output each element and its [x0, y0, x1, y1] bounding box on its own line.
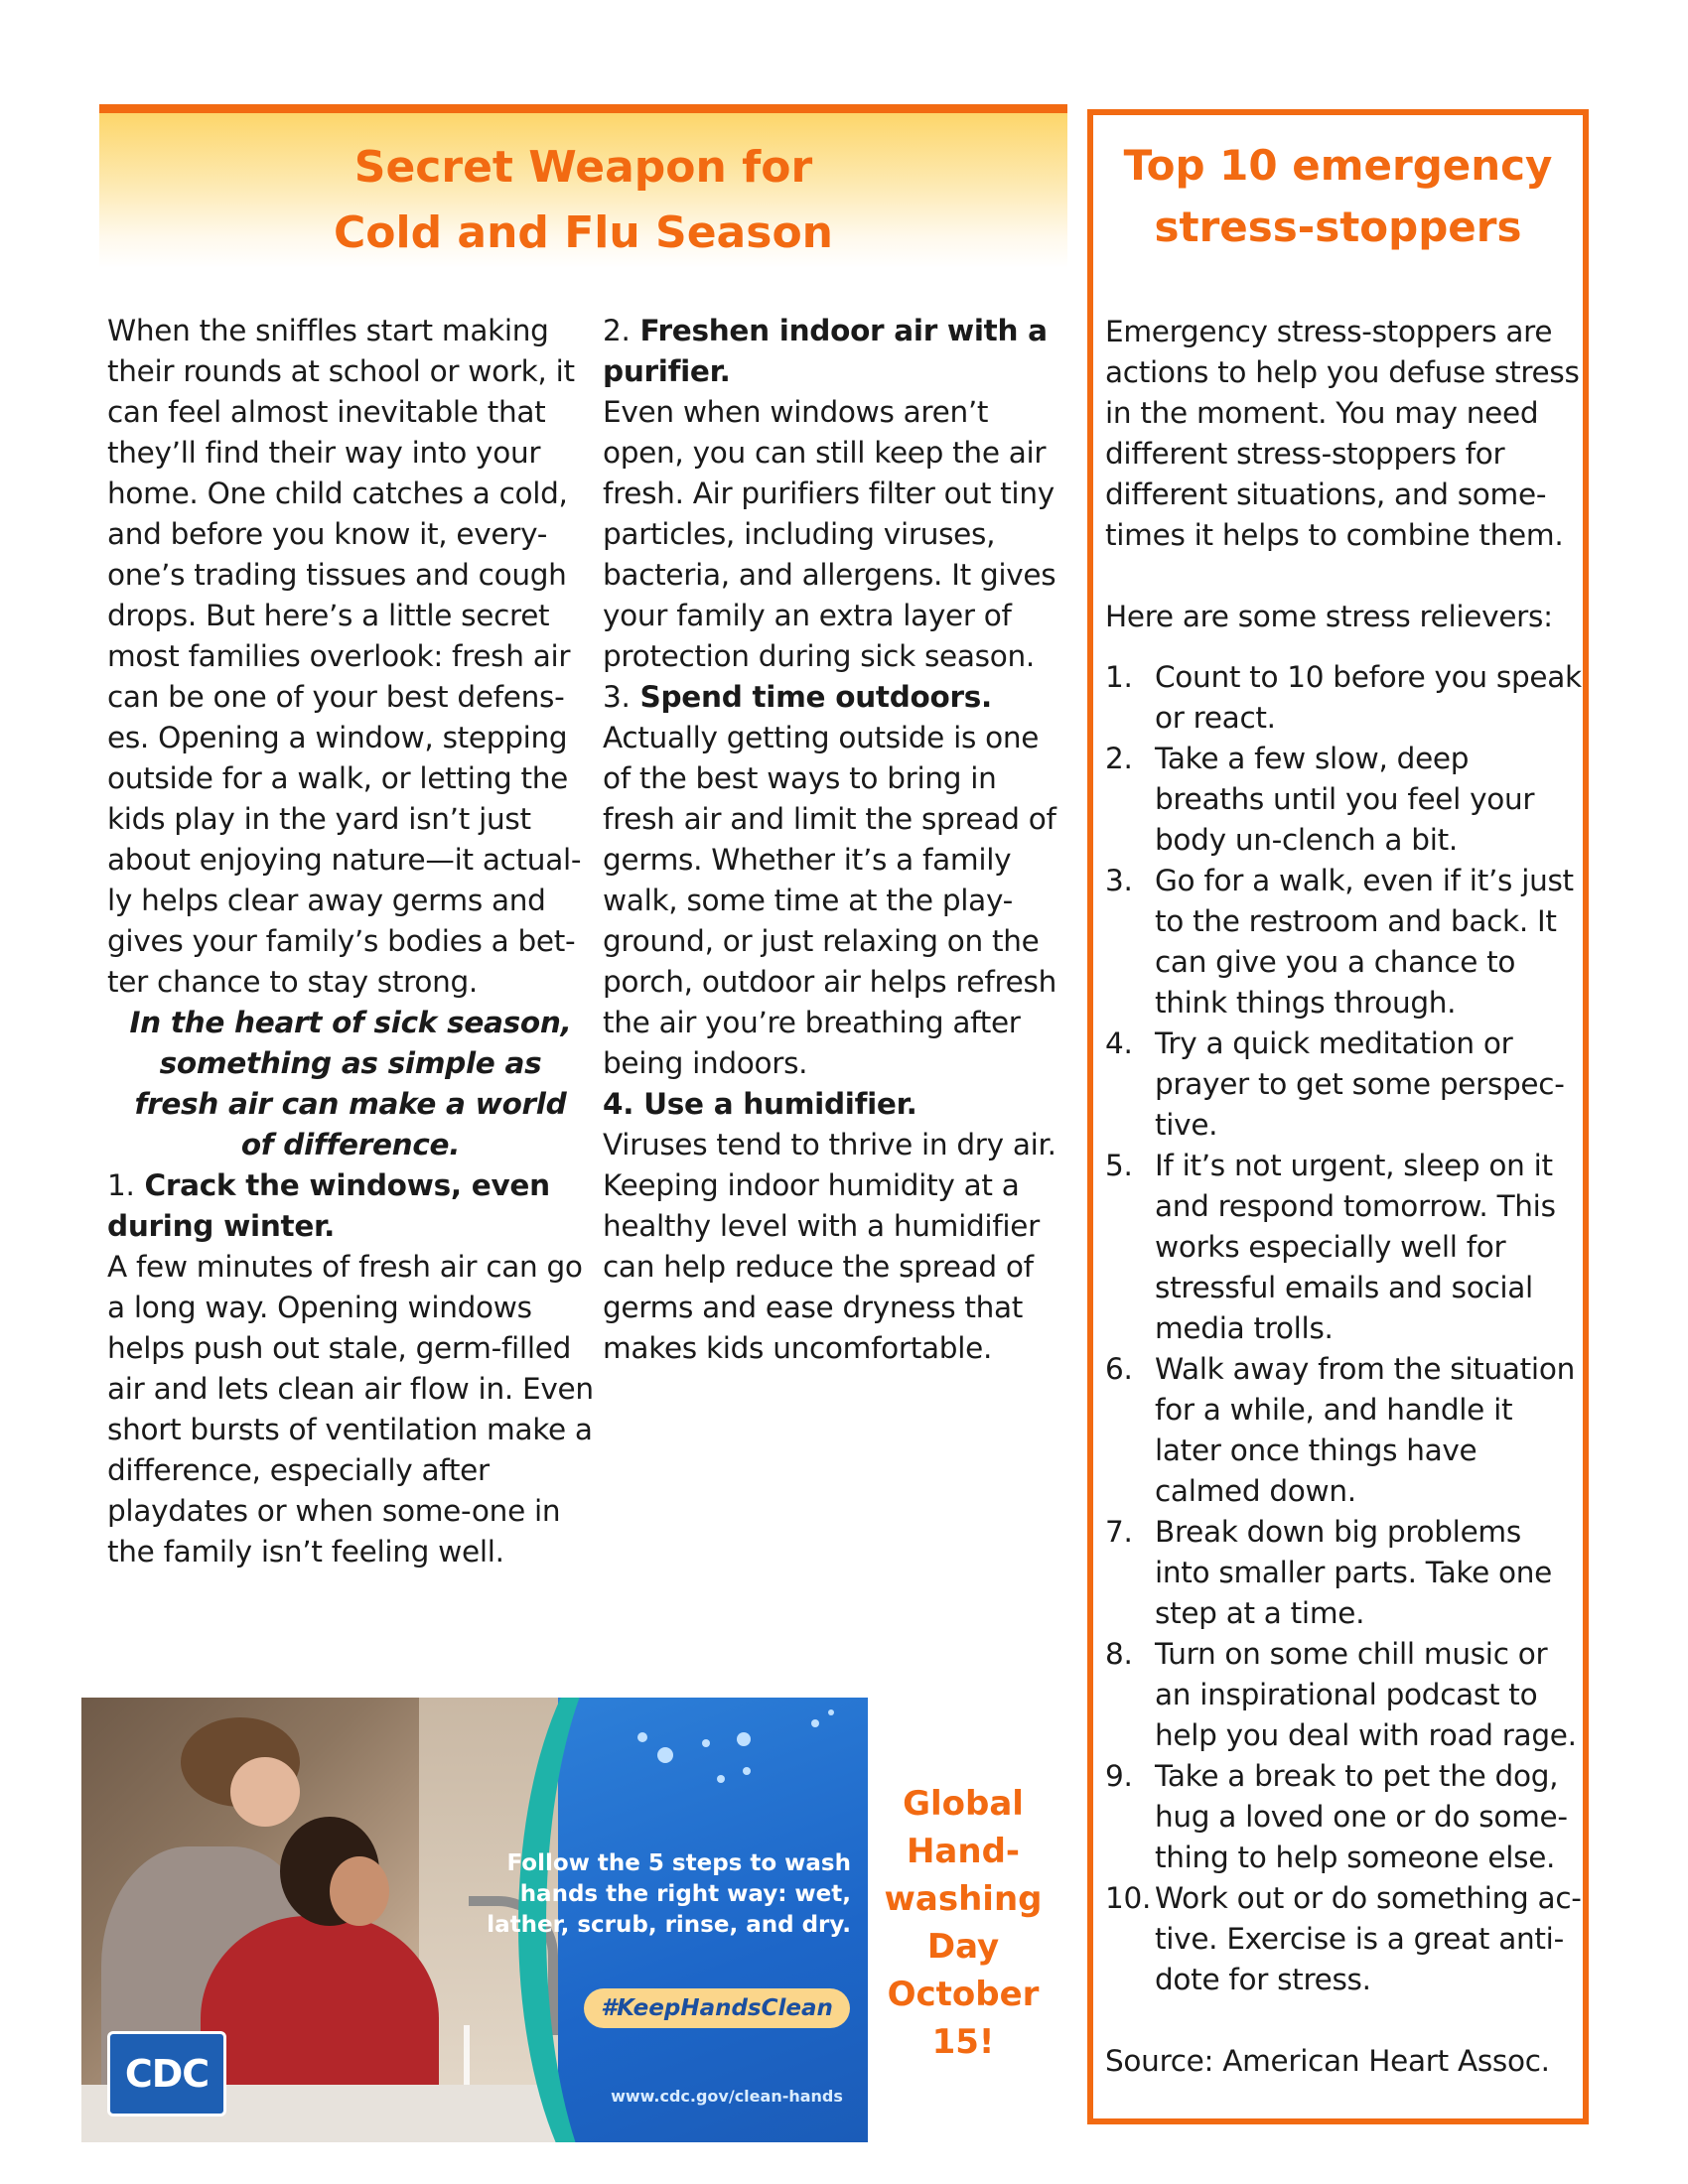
step-1-heading: [107, 1165, 594, 1247]
step-1-number: 1.: [107, 1168, 135, 1202]
list-item-text: Go for a walk, even if it’s just to the restroom and back. It can give you a chance to think things through.: [1155, 864, 1574, 1020]
list-item-text: Take a break to pet the dog, hug a loved one or do some-thing to help someone else.: [1155, 1759, 1568, 1874]
cdc-logo: CDC: [107, 2031, 226, 2116]
step-3-number: 3.: [603, 680, 631, 714]
article-title-line-2: Cold and Flu Season: [334, 207, 833, 258]
sidebar-intro-2: Here are some stress relievers:: [1105, 600, 1553, 633]
step-3-title: Spend time outdoors.: [639, 680, 992, 714]
list-item-text: Count to 10 before you speak or react.: [1155, 660, 1582, 735]
bubble-icon: [811, 1719, 819, 1727]
list-item-text: Take a few slow, deep breaths until you feel your body un-clench a bit.: [1155, 742, 1535, 857]
handwash-line-4: Day: [926, 1927, 1000, 1967]
list-item-number: 9.: [1105, 1759, 1133, 1793]
list-item: [1105, 861, 1582, 1024]
list-item-number: 5.: [1105, 1149, 1133, 1182]
list-item-number: 10.: [1105, 1881, 1152, 1915]
step-4-heading: [603, 1084, 1069, 1125]
bubble-icon: [637, 1732, 647, 1742]
bubble-icon: [657, 1747, 673, 1763]
keep-hands-clean-hashtag: #KeepHandsClean: [584, 1988, 850, 2028]
list-item-text: Break down big problems into smaller parts. Take one step at a time.: [1155, 1515, 1553, 1630]
list-item: [1105, 1512, 1582, 1634]
list-item-number: 8.: [1105, 1637, 1133, 1671]
step-3-heading: [603, 677, 1069, 718]
sidebar-title-line-2: stress-stoppers: [1154, 203, 1522, 251]
handwash-line-3: washing: [884, 1879, 1043, 1919]
article-column-2: [603, 311, 1069, 1369]
article-header: [99, 104, 1067, 268]
global-handwashing-day: [884, 1780, 1043, 2066]
handwash-line-6: 15!: [931, 2022, 995, 2062]
stress-relievers-list: [1105, 657, 1582, 2000]
bubble-icon: [717, 1775, 725, 1783]
step-2-number: 2.: [603, 314, 631, 347]
stress-stoppers-sidebar: [1087, 109, 1589, 2124]
bubble-icon: [743, 1767, 751, 1775]
handwash-line-1: Global: [903, 1784, 1024, 1824]
sidebar-source: Source: American Heart Assoc.: [1105, 2044, 1550, 2078]
step-4-body: Viruses tend to thrive in dry air. Keeping indoor humidity at a healthy level with a humidifier can help reduce the spread of germs and ease dryness that makes kids uncomfortable.: [603, 1128, 1056, 1365]
bubble-icon: [828, 1709, 834, 1715]
banner-url: www.cdc.gov/clean-hands: [611, 2087, 843, 2106]
list-item-number: 4.: [1105, 1026, 1133, 1060]
sidebar-intro: Emergency stress-stoppers are actions to help you defuse stress in the moment. You may need different stress-stoppers for different situations, and some-times it helps to combine them.: [1105, 315, 1580, 552]
list-item-text: Walk away from the situation for a while, and handle it later once things have calmed down.: [1155, 1352, 1575, 1508]
sidebar-title: [1093, 135, 1583, 258]
handwash-line-2: Hand-: [906, 1832, 1021, 1871]
article-title-line-1: Secret Weapon for: [353, 142, 813, 193]
article-pullquote: In the heart of sick season, something as simple as fresh air can make a world of difference.: [129, 1006, 572, 1161]
list-item-text: If it’s not urgent, sleep on it and respond tomorrow. This works especially well for stressful emails and social media trolls.: [1155, 1149, 1556, 1345]
step-2-title: Freshen indoor air with a purifier.: [603, 314, 1048, 388]
photo-adult-face: [230, 1757, 300, 1827]
list-item-number: 2.: [1105, 742, 1133, 775]
cdc-handwashing-banner: [81, 1698, 868, 2142]
list-item-text: Work out or do something ac-tive. Exercise is a great anti-dote for stress.: [1155, 1881, 1582, 1996]
sidebar-title-line-1: Top 10 emergency: [1123, 141, 1553, 190]
bubble-icon: [702, 1739, 710, 1747]
list-item: [1105, 1756, 1582, 1878]
list-item-number: 1.: [1105, 660, 1133, 694]
list-item: [1105, 1634, 1582, 1756]
article-title: [99, 113, 1067, 266]
banner-handwashing-text: Follow the 5 steps to wash hands the right way: wet, lather, scrub, rinse, and dry.: [487, 1850, 851, 1938]
list-item: [1105, 1878, 1582, 2000]
list-item: [1105, 1349, 1582, 1512]
step-2-heading: [603, 311, 1069, 392]
list-item: [1105, 1146, 1582, 1349]
article-intro: When the sniffles start making their rounds at school or work, it can feel almost inevitable that they’ll find their way into your home. One child catches a cold, and before you know it, every-one’s trading tissues and cough drops. But here’s a little secret most families overlook: fresh air can be one of your best defens-es. Opening a window, stepping outside for a walk, or letting the kids play in the yard isn’t just about enjoying nature—it actual-ly helps clear away germs and gives your family’s bodies a bet-ter chance to stay strong.: [107, 314, 582, 999]
list-item: [1105, 1024, 1582, 1146]
sidebar-body: [1105, 312, 1582, 2082]
list-item: [1105, 657, 1582, 739]
list-item-number: 6.: [1105, 1352, 1133, 1386]
list-item: [1105, 739, 1582, 861]
step-4-title: Use a humidifier.: [643, 1087, 917, 1121]
article-column-1: [107, 311, 594, 1572]
list-item-number: 7.: [1105, 1515, 1133, 1549]
step-4-number: 4.: [603, 1087, 634, 1121]
step-1-title: Crack the windows, even during winter.: [107, 1168, 550, 1243]
step-3-body: Actually getting outside is one of the best ways to bring in fresh air and limit the spread of germs. Whether it’s a family walk, some time at the play-ground, or just relaxing on the porch, outdoor air helps refresh the air you’re breathing after being indoors.: [603, 721, 1056, 1080]
step-2-body: Even when windows aren’t open, you can still keep the air fresh. Air purifiers filter out tiny particles, including viruses, bacteria, and allergens. It gives your family an extra layer of protection during sick season.: [603, 395, 1056, 673]
photo-child-face: [330, 1856, 389, 1926]
list-item-text: Try a quick meditation or prayer to get some perspec-tive.: [1155, 1026, 1565, 1142]
handwash-line-5: October: [887, 1975, 1040, 2014]
list-item-number: 3.: [1105, 864, 1133, 897]
step-1-body: A few minutes of fresh air can go a long way. Opening windows helps push out stale, germ-filled air and lets clean air flow in. Even short bursts of ventilation make a difference, especially after playdates or when some-one in the family isn’t feeling well.: [107, 1250, 594, 1569]
list-item-text: Turn on some chill music or an inspirational podcast to help you deal with road rage.: [1155, 1637, 1577, 1752]
bubble-icon: [737, 1732, 751, 1746]
